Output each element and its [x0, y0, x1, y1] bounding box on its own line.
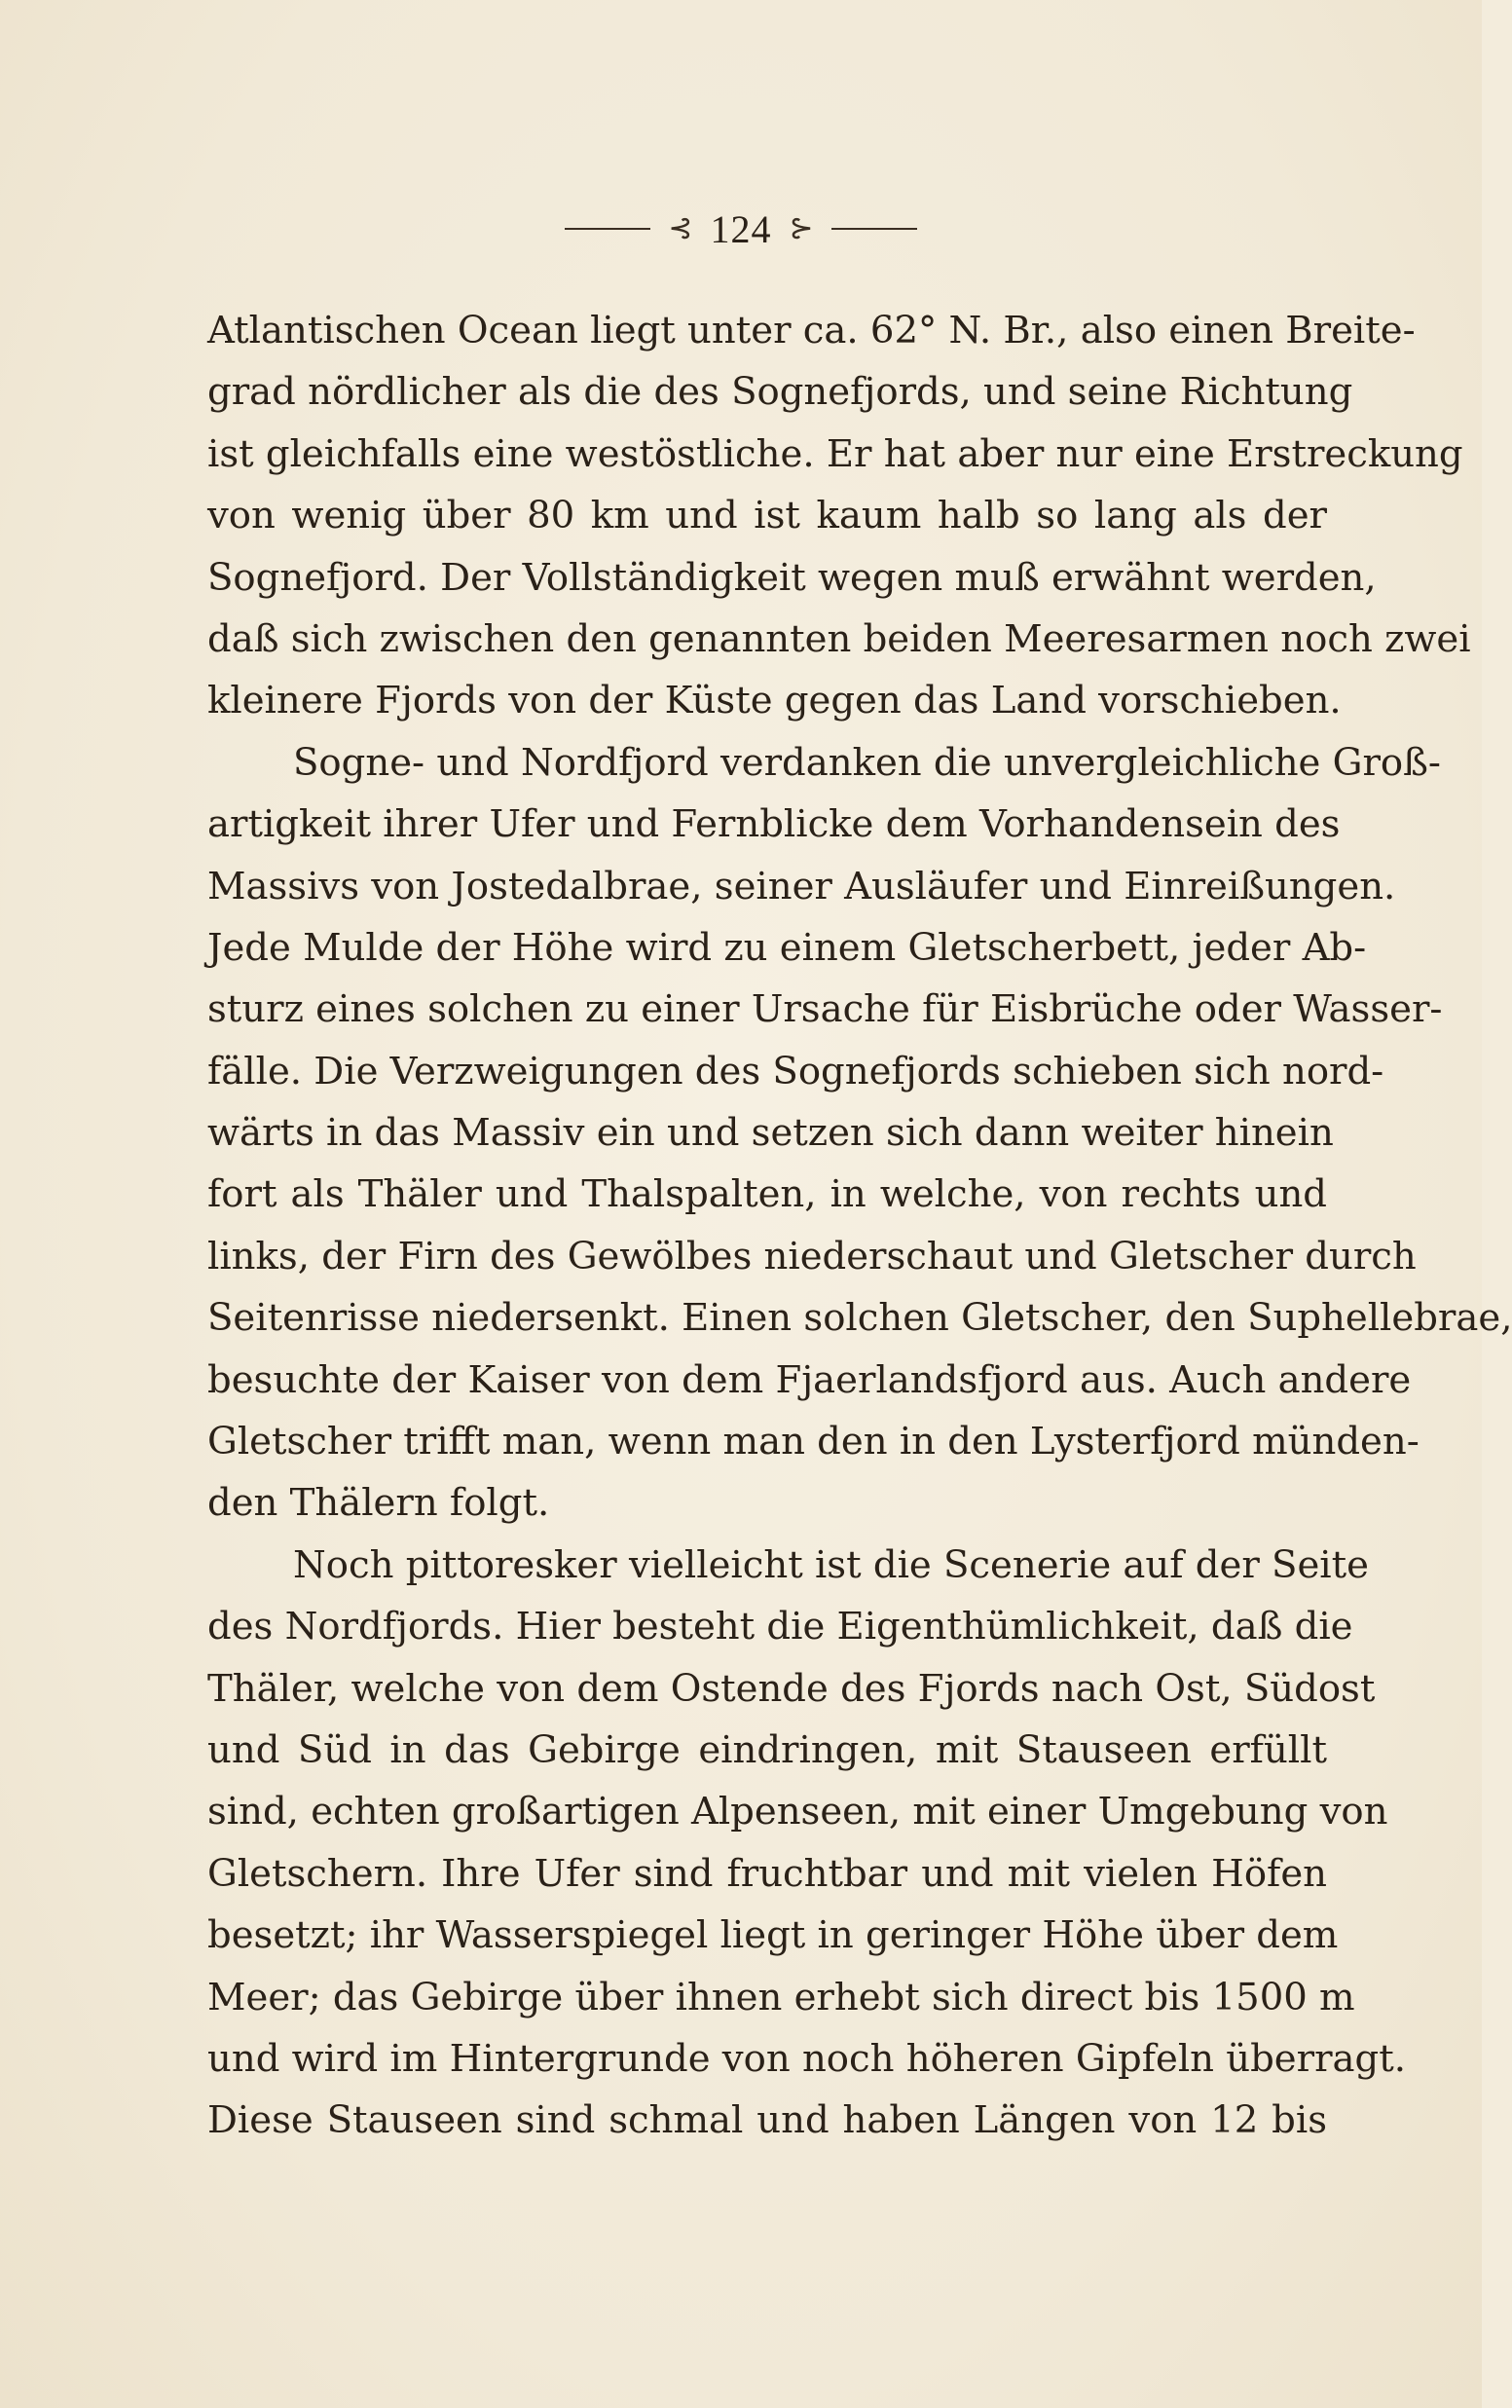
page-header [0, 200, 1482, 258]
text-line: Massivs von Jostedalbrae, seiner Ausläufer und Einreißungen. [207, 864, 1396, 908]
text-line: daß sich zwischen den genannten beiden Meeresarmen noch zwei [207, 616, 1471, 661]
text-line: besuchte der Kaiser von dem Fjaerlandsfjord aus. Auch andere [207, 1357, 1412, 1402]
text-line: den Thälern folgt. [207, 1481, 550, 1526]
text-line: und Süd in das Gebirge eindringen, mit Stauseen erfüllt [207, 1727, 1327, 1772]
text-line: sind, echten großartigen Alpenseen, mit einer Umgebung von [207, 1790, 1388, 1834]
text-line: Jede Mulde der Höhe wird zu einem Gletscherbett, jeder Ab- [207, 925, 1367, 970]
text-line: wärts in das Massiv ein und setzen sich dann weiter hinein [207, 1111, 1334, 1156]
text-line: Gletscher trifft man, wenn man den in den Lysterfjord münden- [207, 1420, 1420, 1464]
header-rule-right [831, 228, 917, 230]
text-line: Sognefjord. Der Vollständigkeit wegen muß erwähnt werden, [207, 555, 1377, 600]
ornament-left-icon: ⊰ [668, 211, 693, 245]
text-line: fort als Thäler und Thalspalten, in welche, von rechts und [207, 1172, 1327, 1217]
text-line: des Nordfjords. Hier besteht die Eigenthümlichkeit, daß die [207, 1605, 1353, 1649]
text-line: grad nördlicher als die des Sognefjords, und seine Richtung [207, 370, 1353, 415]
text-line: Diese Stauseen sind schmal und haben Längen von 12 bis [207, 2098, 1327, 2143]
ornament-right-icon: ⊱ [789, 211, 814, 245]
text-line: sturz eines solchen zu einer Ursache für Eisbrüche oder Wasser- [207, 987, 1443, 1032]
text-line: fälle. Die Verzweigungen des Sognefjords schieben sich nord- [207, 1049, 1384, 1093]
text-line: Atlantischen Ocean liegt unter ca. 62° N. Br., also einen Breite- [207, 309, 1416, 352]
text-line: Seitenrisse niedersenkt. Einen solchen Gletscher, den Suphellebrae, [207, 1296, 1512, 1341]
text-line: links, der Firn des Gewölbes niederschaut und Gletscher durch [207, 1234, 1417, 1278]
body-text [207, 300, 1512, 2152]
text-line: kleinere Fjords von der Küste gegen das Land vorschieben. [207, 679, 1342, 723]
text-line: besetzt; ihr Wasserspiegel liegt in geringer Höhe über dem [207, 1913, 1339, 1958]
text-line: von wenig über 80 km und ist kaum halb so lang als der [207, 494, 1327, 538]
text-line: Sogne- und Nordfjord verdanken die unvergleichliche Groß- [293, 740, 1441, 785]
text-line: und wird im Hintergrunde von noch höheren Gipfeln überragt. [207, 2036, 1406, 2081]
text-line: ist gleichfalls eine westöstliche. Er hat aber nur eine Erstreckung [207, 431, 1463, 476]
text-line: artigkeit ihrer Ufer und Fernblicke dem Vorhandensein des [207, 802, 1341, 847]
text-line: Meer; das Gebirge über ihnen erhebt sich direct bis 1500 m [207, 1975, 1355, 2019]
text-line: Gletschern. Ihre Ufer sind fruchtbar und mit vielen Höfen [207, 1851, 1327, 1896]
text-line: Noch pittoresker vielleicht ist die Scenerie auf der Seite [293, 1542, 1369, 1587]
header-rule-left [565, 228, 650, 230]
text-line: Thäler, welche von dem Ostende des Fjords nach Ost, Südost [207, 1666, 1376, 1711]
page-number: 124 [710, 206, 772, 251]
